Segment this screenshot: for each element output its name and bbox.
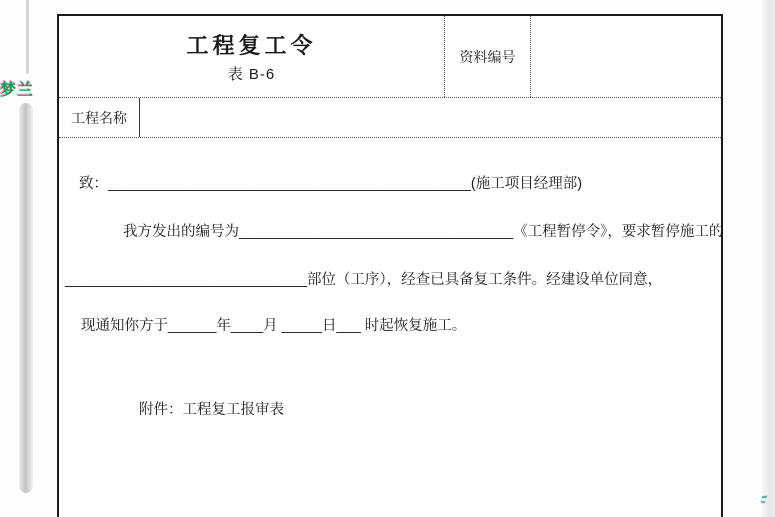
form-subtitle: 表 B-6: [227, 66, 276, 83]
part-suffix: 部位（工序），经查已具备复工条件。经建设单位同意，: [306, 272, 663, 288]
part-line: [65, 270, 707, 290]
to-line: [79, 174, 707, 194]
desktop-label-text: 梦兰: [0, 82, 34, 99]
part-blank-line: ______________________________: [65, 272, 307, 288]
left-scrollbar[interactable]: [19, 103, 33, 493]
to-blank-line: _____________________________________________: [108, 176, 471, 192]
doc-number-value-cell: [531, 16, 721, 97]
project-name-label: 工程名称: [59, 98, 140, 137]
right-window-edge: [762, 0, 775, 517]
project-name-row: [59, 98, 721, 138]
issued-blank-line: __________________________________: [239, 224, 514, 240]
project-name-value-cell: [140, 98, 721, 137]
to-suffix: (施工项目经理部): [470, 176, 583, 192]
issued-suffix: 《工程暂停令》，要求暂停施工的: [513, 224, 724, 240]
doc-number-label: 资料编号: [445, 16, 531, 97]
title-cell: [59, 16, 445, 97]
form-body: [59, 138, 724, 420]
form-header-row: [59, 16, 721, 98]
resumption-order-form: [57, 14, 723, 517]
notify-date-line: 现通知你方于______年____月 _____日___ 时起恢复施工。: [81, 318, 467, 334]
to-label: 致：: [79, 176, 108, 192]
form-title: 工程复工令: [186, 33, 317, 58]
attachment-line: 附件：工程复工报审表: [139, 402, 284, 418]
panel-border-line: [26, 0, 29, 74]
edge-artifact-mark: [761, 501, 765, 503]
issued-prefix: 我方发出的编号为: [123, 224, 239, 240]
issued-number-line: [79, 222, 724, 242]
